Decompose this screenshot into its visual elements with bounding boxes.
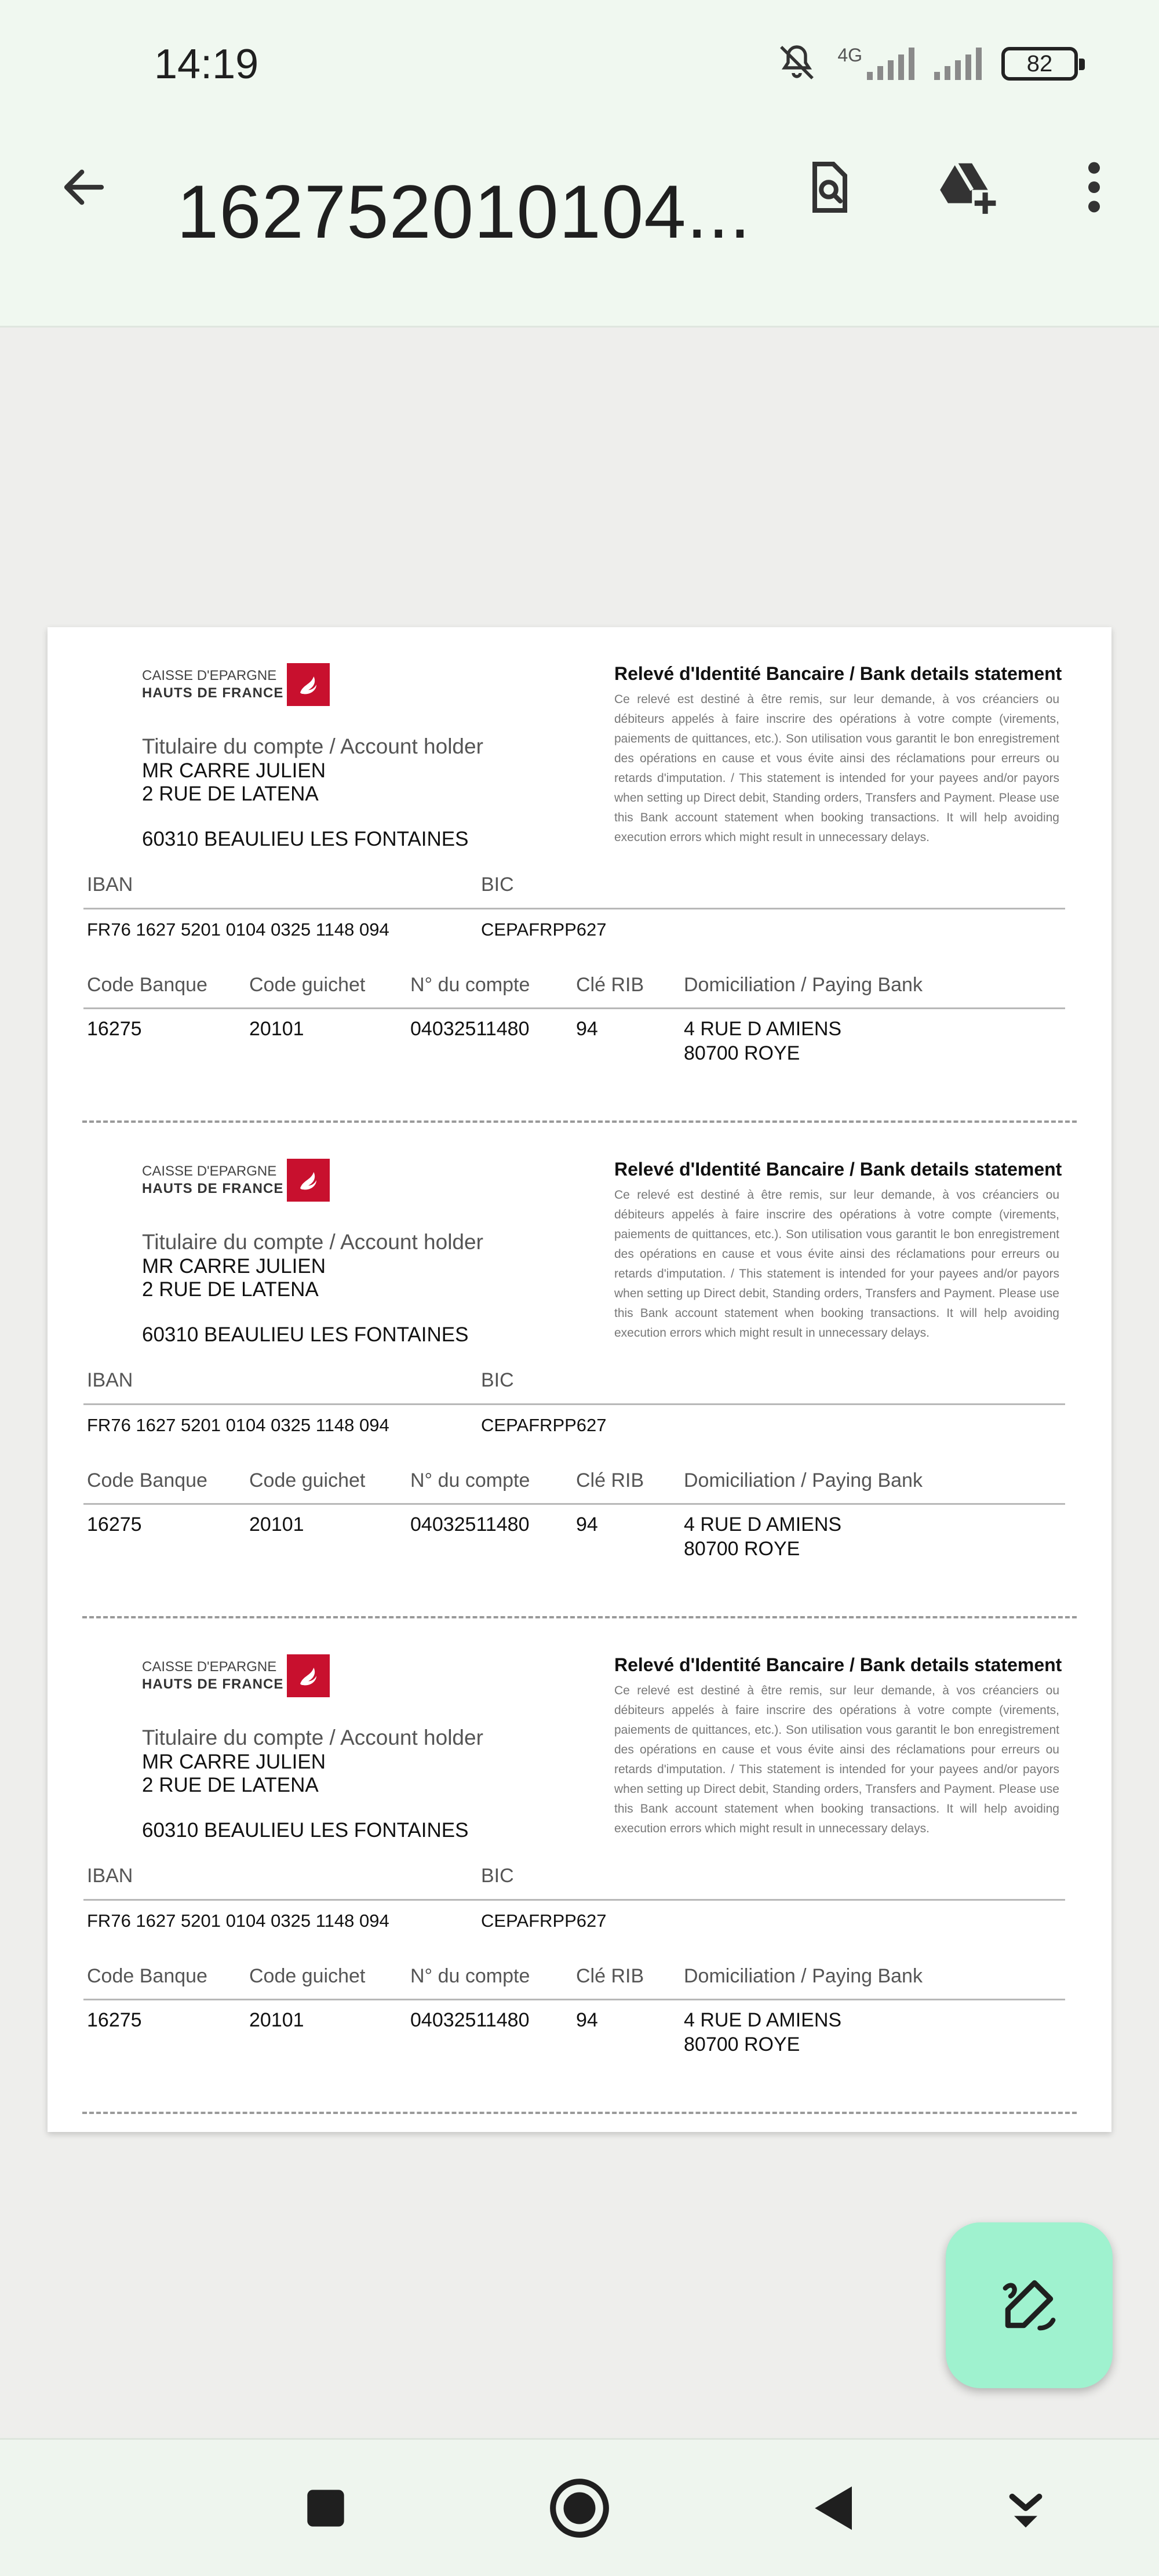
squirrel-logo-icon bbox=[287, 1654, 330, 1697]
address-line-1: 2 RUE DE LATENA bbox=[142, 1278, 319, 1301]
logo-line2: HAUTS DE FRANCE bbox=[142, 1676, 284, 1692]
account-holder-label: Titulaire du compte / Account holder bbox=[142, 1230, 483, 1254]
account-holder-name: MR CARRE JULIEN bbox=[142, 1255, 326, 1278]
domiciliation-line-1: 4 RUE D AMIENS bbox=[684, 1018, 842, 1040]
iban-value: FR76 1627 5201 0104 0325 1148 094 bbox=[87, 1911, 389, 1931]
rib-key-label: Clé RIB bbox=[576, 1469, 644, 1491]
arrow-left-icon bbox=[58, 161, 110, 216]
statement-notice: Ce relevé est destiné à être remis, sur leur demande, à vos créanciers ou débiteurs appelés à faire inscrire des opérations à votre compte (virements, paiements de quittances, etc.). Son utilisation vous garantit le bon enregistrement des opérations en cause et vous évite ainsi des réclamations pour erreurs ou retards d'imputation. / This statement is intended for your payees and/or payors when setting up Direct debit, Standing orders, Transfers and Payment. Please use this Bank account statement when booking transactions. It will help avoiding execution errors which might result in unnecessary delays. bbox=[614, 1684, 1059, 1835]
iban-label: IBAN bbox=[87, 874, 133, 896]
document-search-icon bbox=[801, 159, 857, 218]
home-circle-icon bbox=[548, 2476, 611, 2543]
iban-label: IBAN bbox=[87, 1369, 133, 1391]
iban-value: FR76 1627 5201 0104 0325 1148 094 bbox=[87, 919, 389, 940]
cut-line bbox=[82, 2112, 1077, 2114]
address-line-2: 60310 BEAULIEU LES FONTAINES bbox=[142, 828, 469, 850]
divider bbox=[83, 1899, 1065, 1901]
domiciliation-line-2: 80700 ROYE bbox=[684, 1538, 800, 1560]
divider bbox=[83, 908, 1065, 909]
rib-key-value: 94 bbox=[576, 2009, 598, 2031]
branch-code-label: Code guichet bbox=[249, 974, 366, 996]
bank-details-block bbox=[48, 1123, 1111, 1618]
account-number-label: N° du compte bbox=[410, 974, 530, 996]
logo-line1: CAISSE D'EPARGNE bbox=[142, 1659, 277, 1675]
bank-details-block bbox=[48, 627, 1111, 1123]
account-holder-label: Titulaire du compte / Account holder bbox=[142, 734, 483, 758]
divider bbox=[83, 1403, 1065, 1405]
account-holder-name: MR CARRE JULIEN bbox=[142, 759, 326, 782]
download-button[interactable] bbox=[985, 2469, 1066, 2550]
statement-title: Relevé d'Identité Bancaire / Bank details statement bbox=[614, 1159, 1062, 1180]
statement-notice: Ce relevé est destiné à être remis, sur leur demande, à vos créanciers ou débiteurs appelés à faire inscrire des opérations à votre compte (virements, paiements de quittances, etc.). Son utilisation vous garantit le bon enregistrement des opérations en cause et vous évite ainsi des réclamations pour erreurs ou retards d'imputation. / This statement is intended for your payees and/or payors when setting up Direct debit, Standing orders, Transfers and Payment. Please use this Bank account statement when booking transactions. It will help avoiding execution errors which might result in unnecessary delays. bbox=[614, 1188, 1059, 1340]
domiciliation-line-1: 4 RUE D AMIENS bbox=[684, 1513, 842, 1536]
bank-code-value: 16275 bbox=[87, 1018, 142, 1040]
system-back-button[interactable] bbox=[794, 2469, 875, 2550]
account-number-value: 04032511480 bbox=[410, 1018, 530, 1040]
app-header bbox=[0, 0, 1159, 328]
branch-code-value: 20101 bbox=[249, 2009, 304, 2031]
bic-value: CEPAFRPP627 bbox=[481, 919, 607, 940]
recent-apps-button[interactable] bbox=[285, 2469, 366, 2550]
bank-code-value: 16275 bbox=[87, 2009, 142, 2031]
logo-line2: HAUTS DE FRANCE bbox=[142, 685, 284, 701]
divider bbox=[83, 1503, 1065, 1505]
address-line-2: 60310 BEAULIEU LES FONTAINES bbox=[142, 1323, 469, 1346]
status-icons bbox=[776, 41, 1078, 87]
account-number-value: 04032511480 bbox=[410, 2009, 530, 2031]
branch-code-value: 20101 bbox=[249, 1018, 304, 1040]
rib-key-label: Clé RIB bbox=[576, 1965, 644, 1987]
rib-key-value: 94 bbox=[576, 1513, 598, 1536]
bic-value: CEPAFRPP627 bbox=[481, 1911, 607, 1931]
logo-line1: CAISSE D'EPARGNE bbox=[142, 1163, 277, 1179]
rib-key-label: Clé RIB bbox=[576, 974, 644, 996]
domiciliation-line-2: 80700 ROYE bbox=[684, 1042, 800, 1064]
bank-logo bbox=[142, 1159, 330, 1202]
divider bbox=[83, 1007, 1065, 1009]
account-holder-label: Titulaire du compte / Account holder bbox=[142, 1726, 483, 1749]
logo-line1: CAISSE D'EPARGNE bbox=[142, 668, 277, 683]
pdf-page[interactable] bbox=[48, 627, 1111, 2132]
account-number-value: 04032511480 bbox=[410, 1513, 530, 1536]
network-type: 4G bbox=[837, 44, 862, 66]
square-icon bbox=[304, 2486, 348, 2533]
squirrel-logo-icon bbox=[287, 1159, 330, 1202]
address-line-1: 2 RUE DE LATENA bbox=[142, 783, 319, 805]
address-line-1: 2 RUE DE LATENA bbox=[142, 1774, 319, 1796]
domiciliation-line-2: 80700 ROYE bbox=[684, 2033, 800, 2055]
back-button[interactable] bbox=[52, 157, 116, 220]
domiciliation-line-1: 4 RUE D AMIENS bbox=[684, 2009, 842, 2031]
address-line-2: 60310 BEAULIEU LES FONTAINES bbox=[142, 1819, 469, 1842]
bank-code-label: Code Banque bbox=[87, 974, 207, 996]
account-number-label: N° du compte bbox=[410, 1965, 530, 1987]
branch-code-value: 20101 bbox=[249, 1513, 304, 1536]
signal-icon bbox=[867, 48, 914, 80]
statement-title: Relevé d'Identité Bancaire / Bank details statement bbox=[614, 1654, 1062, 1675]
system-nav-bar bbox=[0, 2438, 1159, 2576]
statement-title: Relevé d'Identité Bancaire / Bank details statement bbox=[614, 663, 1062, 684]
triangle-back-icon bbox=[808, 2480, 861, 2539]
bank-logo bbox=[142, 663, 330, 706]
bank-code-value: 16275 bbox=[87, 1513, 142, 1536]
status-time: 14:19 bbox=[154, 41, 259, 88]
add-to-drive-button[interactable] bbox=[932, 154, 1001, 223]
bank-code-label: Code Banque bbox=[87, 1965, 207, 1987]
battery-icon bbox=[1001, 47, 1078, 81]
bic-label: BIC bbox=[481, 1865, 514, 1887]
bic-value: CEPAFRPP627 bbox=[481, 1415, 607, 1435]
iban-value: FR76 1627 5201 0104 0325 1148 094 bbox=[87, 1415, 389, 1435]
bic-label: BIC bbox=[481, 874, 514, 896]
bank-details-block bbox=[48, 1618, 1111, 2114]
bic-label: BIC bbox=[481, 1369, 514, 1391]
more-options-button[interactable] bbox=[1059, 154, 1129, 223]
domiciliation-label: Domiciliation / Paying Bank bbox=[684, 1469, 923, 1491]
document-title: 162752010104... bbox=[177, 169, 751, 254]
divider bbox=[83, 1999, 1065, 2000]
statement-notice: Ce relevé est destiné à être remis, sur leur demande, à vos créanciers ou débiteurs appelés à faire inscrire des opérations à votre compte (virements, paiements de quittances, etc.). Son utilisation vous garantit le bon enregistrement des opérations en cause et vous évite ainsi des réclamations pour erreurs ou retards d'imputation. / This statement is intended for your payees and/or payors when setting up Direct debit, Standing orders, Transfers and Payment. Please use this Bank account statement when booking transactions. It will help avoiding execution errors which might result in unnecessary delays. bbox=[614, 693, 1059, 844]
rib-key-value: 94 bbox=[576, 1018, 598, 1040]
logo-line2: HAUTS DE FRANCE bbox=[142, 1181, 284, 1196]
search-in-document-button[interactable] bbox=[794, 154, 863, 223]
google-drive-add-icon bbox=[935, 155, 998, 222]
battery-level: 82 bbox=[1026, 50, 1053, 77]
home-button[interactable] bbox=[539, 2469, 620, 2550]
signature-pen-icon bbox=[997, 2272, 1061, 2339]
squirrel-logo-icon bbox=[287, 663, 330, 706]
signal-icon bbox=[934, 48, 982, 80]
annotate-fab-button[interactable] bbox=[946, 2222, 1113, 2388]
branch-code-label: Code guichet bbox=[249, 1965, 366, 1987]
download-arrow-icon bbox=[1003, 2485, 1049, 2534]
domiciliation-label: Domiciliation / Paying Bank bbox=[684, 1965, 923, 1987]
bank-code-label: Code Banque bbox=[87, 1469, 207, 1491]
branch-code-label: Code guichet bbox=[249, 1469, 366, 1491]
domiciliation-label: Domiciliation / Paying Bank bbox=[684, 974, 923, 996]
bell-off-icon bbox=[776, 42, 818, 86]
iban-label: IBAN bbox=[87, 1865, 133, 1887]
account-holder-name: MR CARRE JULIEN bbox=[142, 1751, 326, 1773]
account-number-label: N° du compte bbox=[410, 1469, 530, 1491]
bank-logo bbox=[142, 1654, 330, 1697]
more-vertical-icon bbox=[1083, 158, 1106, 219]
